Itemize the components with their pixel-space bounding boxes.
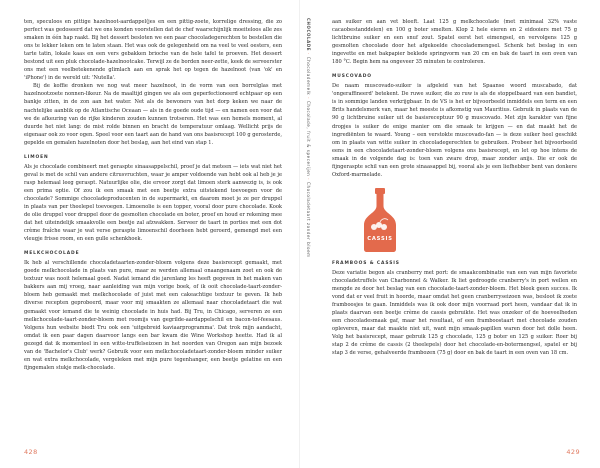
- bottle-neck: [377, 194, 384, 206]
- right-paragraphs-after: [332, 269, 577, 358]
- section-heading-limoen: LIMOEN: [24, 154, 49, 160]
- running-head-item-2: Chocolade, fruit & specerijen: [306, 100, 311, 177]
- body-paragraph: ten, speculoos en pittige hazelnoot-aardappel(jes en een pittig-zoete, korrelige dressing, die zo perfect was gedoseerd dat we ons konden voorstellen dat de chef waarschijnlijk moeiteloos alle zes smaken in één hap raakt. Bij het dessert besloten we een paar chocoladegerechten te bestellen die ons te lekker leken om te laten staan. Het was ook de gelegenheid om na veel te veel oesters, een tarte tatin, lokale kaas en een vers gebakken brioche van de hele tafel te proeven. Het dessert bestond uit een pluk chocolade-hazelnootcake. Terwijl ze de borden neer-zette, keek de serveerster ons met een veelbetekenende glimlach aan en sprak het op tegen de hazelnoot (van 'ok' en 'iPhone') in de wereld uit: 'Nutella'.: [24, 19, 282, 82]
- body-paragraph: De naam muscovado-suiker is afgeleid van het Spaanse woord muscabado, dat 'ongeraffineerd' betekent. De ruwe suiker, die zo ruw is als de stoppelbaard van een bandiet, is in sommige landen verkrijgbaar. In de VS is het er bijvoorbeeld inmiddels een term en een Brits handelsmerk van, maar het meeste is afkomstig van Mauritius. Gebruik in plaats van de 90 g lichtbruine suiker uit de basisreceptuur 90 g muscovado. Met zijn karakter van fijne dropjes is suiker de enige manier om die smaak te krijgen — en dat maakt het de ingrediënten te waard. Young – een verstokte muscovado-fan — is deze suiker heel geschikt om in plaats van witte suiker in chocoladegerechten te gebruiken. Probeer het bijvoorbeeld eens in een chocoladetaart-zonder-bloem volgens ons basisrecept, en let op hoe intens de smaak in de volgende dag is: toen van zware drop, maar zonder anijs. Die er ook de fijngeraspte schil van een grote sinaasappel bij, vooral als je een liefhebber bent van donkere Oxford-marmelade.: [332, 83, 577, 178]
- bottle-body: [364, 206, 396, 252]
- section-heading-muscovado: MUSCOVADO: [332, 74, 372, 80]
- bottle-label-text: CASSIS: [367, 235, 393, 242]
- running-head-item-1: Chocolademelk: [306, 56, 311, 96]
- running-head-item-3: Chocoladetaart zonder bloem: [306, 182, 311, 258]
- running-head-separator: ·: [306, 178, 311, 183]
- left-text-column: [24, 18, 282, 372]
- running-head: [306, 18, 320, 348]
- body-paragraph: Ik heb al verschillende chocoladetaarten-zonder-bloem volgens deze basisrecept gemaakt, met goede melkchocolade in plaats van pure, maar ze werden allemaal onaangenaam zoet en ook de textuur was nooit helemaal goed. Nadat iemand die jarenlang les heeft gegeven in het maken van bakkers aan mij vroeg, naar aanleiding van mijn vorige boek, of ik ooit chocolade-taart-zonder-bloem heb gemaakt met melkchocolade of juist met een cakeachtige textuur te geven. Ik heb diverse recepten geprobeerd, maar voor mij smaakten ze allemaal naar chocoladetaart die wat gemaakt voor iemand die te weinig chocolade in huis had. Bij Tru, in Chicago, serveren ze een melkchocolade-taart-zonder-bloem met roomijs van gegrilde-aardappelschil en bacon-tof-feesaus. Volgens hun website biedt Tru ook een 'uitgebreid kaviaarprogramma'. Dat trok mijn aandacht, omdat ik een paar dagen daarvoor langs een bar kwam die Wine Workshop heette. Had ik al gezegd dat ik momenteel in een witte-truffelseizoen in het noorden van Oregon aan mijn bezoek van de 'Bachelor's Club' werk? Gebruik voor een melkchocoladetaart-zonder-bloem minder suiker en wat extra melkchocolade, vergeleken met mijn pure tegenhanger, een beetje gelatine en een fijngemalen stukje melk-chocolade.: [24, 260, 282, 371]
- section-heading-melkchocolade: MELKCHOCOLADE: [24, 251, 80, 257]
- left-paragraphs-after: [24, 259, 282, 372]
- right-page: [300, 0, 600, 468]
- running-head-separator: ·: [306, 53, 311, 57]
- body-paragraph: aan suiker en aan vet bleeft. Laat 125 g melkchocolade (met minimaal 32% vaste cacaobestanddelen) en 100 g boter smelten. Klop 2 hele eieren en 2 eidooiers met 75 g lichtbruine suiker en een snuf zout. Spatel eerst het eimengsel, en vervolgens 125 g gesmolten chocolade door het afgekoelde chocolademengsel. Schenk het beslag in een ingevette en met bakpapier beklede springvorm van 20 cm en bak de taart in een oven van 180 °C. Begin hem na ongeveer 35 minuten te controleren.: [332, 19, 577, 66]
- cassis-bottle-illustration: [332, 187, 577, 253]
- right-paragraphs-before: [332, 18, 577, 66]
- running-head-separator: ·: [306, 97, 311, 101]
- right-text-column: [332, 18, 577, 357]
- running-head-text: [306, 18, 311, 258]
- left-paragraphs-middle: [24, 163, 282, 243]
- bottle-icon: [358, 187, 402, 253]
- page-number-left: 428: [24, 448, 38, 456]
- page-number-right: 429: [566, 448, 580, 456]
- running-head-chapter: CHOCOLADE: [306, 18, 311, 52]
- body-paragraph: Als je chocolade combineert met geraspte sinaasappelschil, proef je dat meteen — iets wat niet het geval is met de schil van andere citrusvruchten, waar je amper voldoende van hebt ook al heb je je rasp helemaal leeg geraspt. Natuurlijke olie, die ervoor zorgt dat limoen sterk aanwezig is, is ook een prima optie. Of zou ik een smaak met een beetje extra uitstekend toevoegen voor de chocolade? Sommige chocoladeproducenten in de supermarkt, en daarom moet je ze per druppel in plaats van per theelepel toevoegen. Limoenolie is een topper, vooral door pure chocolade. Kook de olie druppel voor druppel door de gesmolten chocolade en boter, proef en houd er rekening mee dat het uiteindelijk smaakvolle een beetje zal afzwakken. Serveer de taart in porties met een dot crème fraîche waar je wat verse geraspte limoenschil doorheen hebt geroerd, gemengd met een vleugje frisse room, en een gulle schenkhoek.: [24, 163, 282, 243]
- section-heading-framboos-cassis: FRAMBOOS & CASSIS: [332, 260, 400, 266]
- body-paragraph: Bij de koffie dronken we nog wat meer hazelnoot, in de vorm van een borrelglas met hazelnootzoete nonnen-likeur. Na de maaltijd gingen we als een geperfectioneerd echtpaar op een bankje zitten, in de zon aan het water. Net als de bewoners van het dorp keken we naar de nachtelijke aanblik op de Atlantische Oceaan — als in de goede oude tijd — en namen een voor dat we de afkeuring van de rijke kinderen zouden kunnen trotseren. Het was een hemels moment, al duurde het niet lang: de mist rolde binnen en bracht de temperatuur omlaag. Wellicht prijs de eigenaar ook zo voor ogen. Speel voor een taart aan de hand van ons basisrecept 100 g gerosterde, gepelde en gemalen hazelnoten door het beslag, aan het eind van stap 1.: [24, 83, 282, 146]
- left-paragraphs-before: [24, 18, 282, 147]
- berry-icon: [381, 224, 387, 230]
- bottle-cap: [375, 188, 385, 194]
- right-paragraphs-middle: [332, 82, 577, 179]
- body-paragraph: Deze variatie begon als cranberry met port: de smaakcombinatie van een van mijn favoriete chocoladetruffels van Charbonnel & Walker. Ik liet gedroogde cranberry's in port wellen en mengde ze door het beslag van een chocolade-taart-zonder-bloem. Het bleek geen succes. Ik vond dat er veel fruit in hoorde, maar omdat het geen cranberryseizoen was, besloot ik zoete framboosjes te gaan. Inmiddels was ik ook door mijn voorraad port heen, vandaar dat ik in plaats daarvan een beetje crème de cassis gebruikte. Het was onzeker of de hoeveelheden een chocoladesmaak gaf, maar het resultaat, of een framboostaart met chocolade zouden opleveren, maar dat maakte niet uit, want mijn smaak-papillen waren door het dolle heen. Volg het basisrecept, maar gebruik 125 g chocolade, 125 g boter en 125 g suiker. Roer bij stap 2 de crème de cassis (2 theelepels) door het chocolade-en-botermengsel, spatel er bij stap 3 de verse, gehalveerde frambozen (75 g) door en bak de taart in een oven van 18 cm.: [332, 269, 577, 357]
